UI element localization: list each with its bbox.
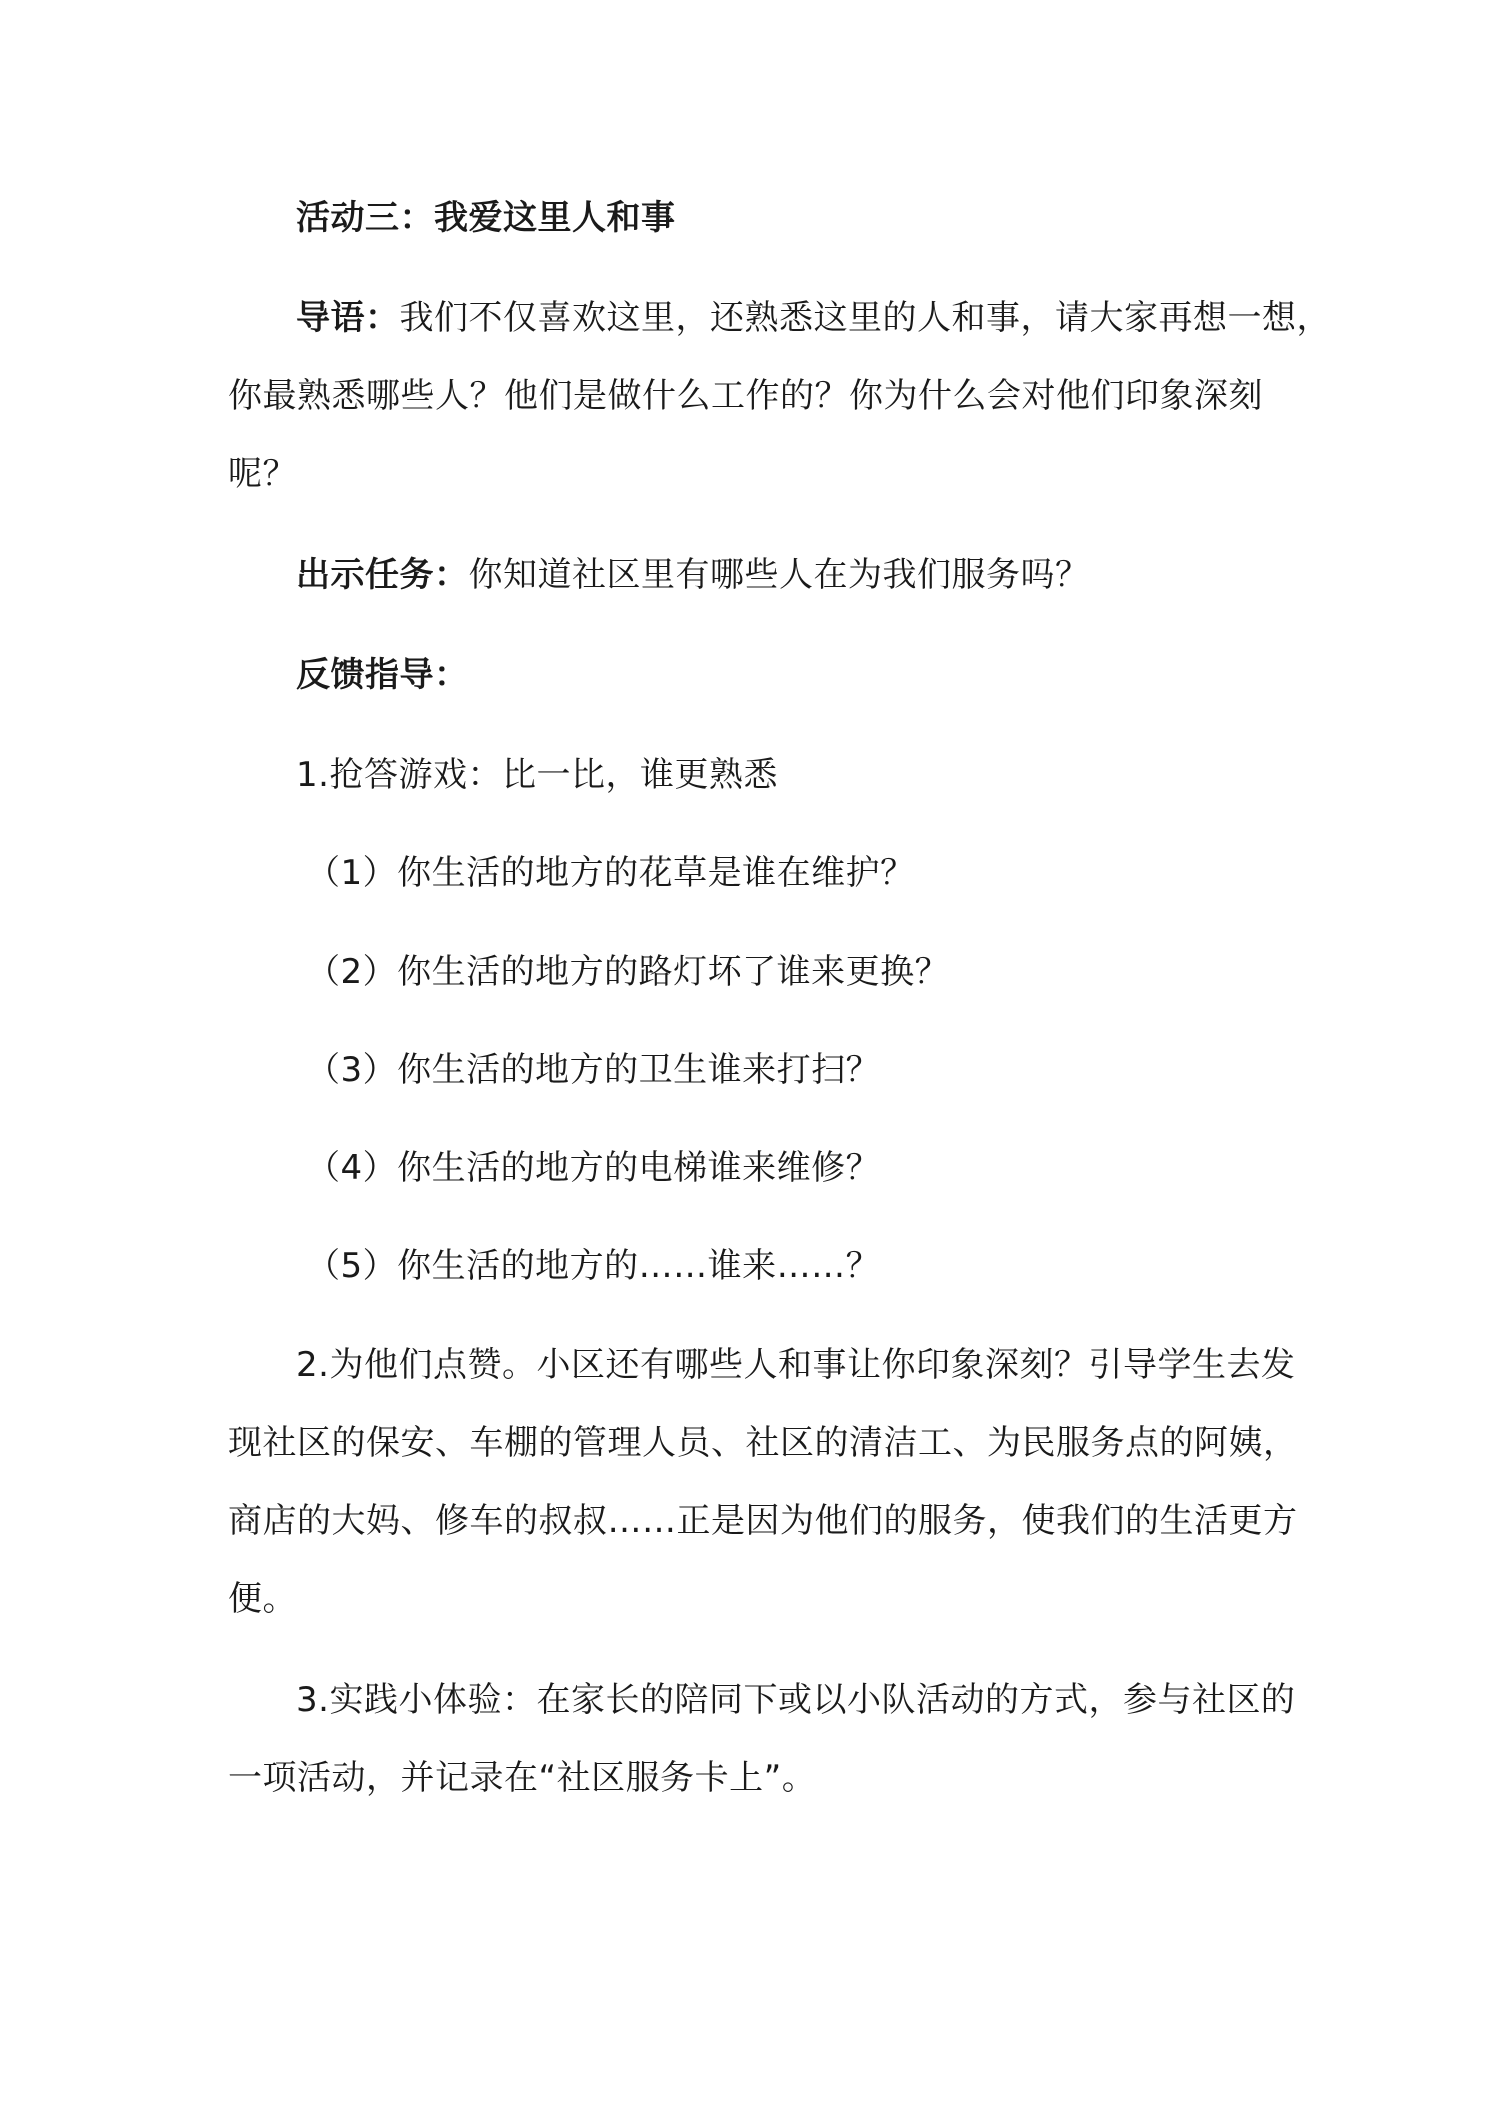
question-2: （2）你生活的地方的路灯坏了谁来更换？ [306,952,950,992]
question-4: （4）你生活的地方的电梯谁来维修？ [306,1148,881,1188]
praise-line-1: 2.为他们点赞。小区还有哪些人和事让你印象深刻？引导学生去发 [296,1345,1296,1385]
practice-line-1: 3.实践小体验：在家长的陪同下或以小队活动的方式，参与社区的 [296,1680,1296,1720]
question-3: （3）你生活的地方的卫生谁来打扫？ [306,1050,881,1090]
question-5: （5）你生活的地方的……谁来……？ [306,1246,881,1286]
practice-line-2: 一项活动，并记录在“社区服务卡上”。 [228,1758,817,1798]
praise-line-3: 商店的大妈、修车的叔叔……正是因为他们的服务，使我们的生活更方 [228,1501,1298,1541]
task-label: 出示任务： [296,555,469,595]
task-text: 你知道社区里有哪些人在为我们服务吗？ [468,555,1090,595]
task-paragraph [296,555,1336,595]
question-1: （1）你生活的地方的花草是谁在维护？ [306,853,915,893]
feedback-label: 反馈指导： [296,655,469,695]
intro-text-3: 呢？ [228,454,297,494]
praise-line-4: 便。 [228,1579,297,1619]
section-heading: 活动三：我爱这里人和事 [296,198,676,238]
game-title: 1.抢答游戏：比一比，谁更熟悉 [296,755,778,795]
intro-label: 导语： [296,298,400,338]
intro-text-1: 我们不仅喜欢这里，还熟悉这里的人和事，请大家再想一想， [399,298,1331,338]
praise-line-2: 现社区的保安、车棚的管理人员、社区的清洁工、为民服务点的阿姨， [228,1423,1298,1463]
intro-paragraph-line-1 [296,298,1336,338]
intro-text-2: 你最熟悉哪些人？他们是做什么工作的？你为什么会对他们印象深刻 [228,376,1263,416]
